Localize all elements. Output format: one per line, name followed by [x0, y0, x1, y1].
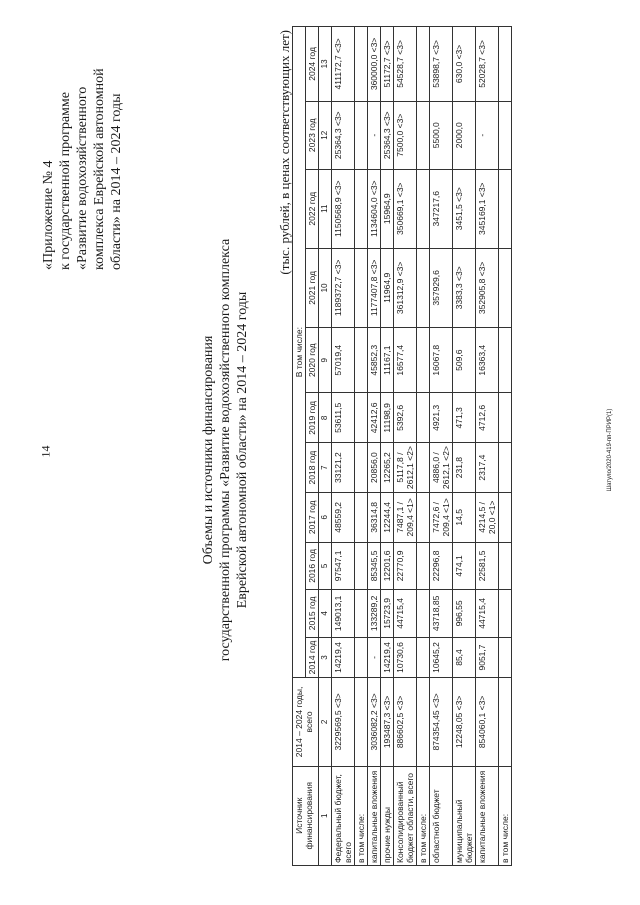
table-cell [417, 393, 430, 443]
table-cell [355, 590, 368, 637]
table-cell [417, 443, 430, 493]
column-number: 12 [319, 101, 332, 169]
table-cell: 874354,45 <3> [430, 678, 453, 766]
table-cell: 352905,8 <3> [476, 248, 499, 327]
header-year: 2021 год [306, 248, 319, 327]
table-cell [499, 637, 512, 678]
row-source-label: областной бюджет [430, 766, 453, 865]
table-cell [355, 248, 368, 327]
appendix-line: к государственной программе [58, 92, 73, 270]
table-row [381, 27, 394, 866]
table-cell [355, 393, 368, 443]
table-cell: 97547,1 [332, 542, 355, 589]
table-cell: 12244,4 [381, 492, 394, 542]
table-cell [499, 327, 512, 393]
table-cell [417, 542, 430, 589]
table-cell [499, 443, 512, 493]
table-cell: 886602,5 <3> [394, 678, 417, 766]
table-cell: 361312,9 <3> [394, 248, 417, 327]
table-cell: 10645,2 [430, 637, 453, 678]
table-cell [417, 101, 430, 169]
table-cell: 630,0 <3> [453, 27, 476, 102]
table-cell: 347217,6 [430, 169, 453, 248]
column-number: 4 [319, 590, 332, 637]
table-cell: 11964,9 [381, 248, 394, 327]
table-cell: 45852,3 [368, 327, 381, 393]
table-cell: 44715,4 [394, 590, 417, 637]
header-total: 2014 – 2024 годы, всего [293, 678, 319, 766]
header-year: 2017 год [306, 492, 319, 542]
table-cell: 51172,7 <3> [381, 27, 394, 102]
header-year: 2022 год [306, 169, 319, 248]
table-cell: - [368, 101, 381, 169]
row-source-label: в том числе: [355, 766, 368, 865]
table-cell [355, 542, 368, 589]
table-cell [417, 248, 430, 327]
table-cell [355, 492, 368, 542]
table-cell: 15964,9 [381, 169, 394, 248]
table-cell: 14219,4 [332, 637, 355, 678]
table-cell [499, 678, 512, 766]
table-row [499, 27, 512, 866]
table-cell: 53611,5 [332, 393, 355, 443]
table-cell: 25364,3 <3> [332, 101, 355, 169]
table-cell: 149013,1 [332, 590, 355, 637]
title-line: государственной программы «Развитие водохозяйственного комплекса [218, 238, 233, 662]
column-number: 13 [319, 27, 332, 102]
table-cell: 43718,85 [430, 590, 453, 637]
table-cell: 5117,8 / 2612,1 <2> [394, 443, 417, 493]
table-cell [417, 27, 430, 102]
table-cell: 16577,4 [394, 327, 417, 393]
table-cell [417, 678, 430, 766]
table-cell: 3229569,5 <3> [332, 678, 355, 766]
table-cell: 5500,0 [430, 101, 453, 169]
table-cell: 5392,6 [394, 393, 417, 443]
table-cell: 3383,3 <3> [453, 248, 476, 327]
table-cell: 15723,9 [381, 590, 394, 637]
column-number: 2 [319, 678, 332, 766]
column-number: 8 [319, 393, 332, 443]
table-cell: - [368, 637, 381, 678]
document-footer-code: Шатуло/2020-419-пп-ПРИР(1) [607, 408, 613, 492]
header-year: 2020 год [306, 327, 319, 393]
financing-table [292, 26, 512, 866]
column-number: 3 [319, 637, 332, 678]
table-cell [355, 678, 368, 766]
row-source-label: в том числе: [499, 766, 512, 865]
table-cell: 133289,2 [368, 590, 381, 637]
table-cell: 3036082,2 <3> [368, 678, 381, 766]
table-cell: 36314,8 [368, 492, 381, 542]
table-cell [499, 101, 512, 169]
appendix-line: «Приложение № 4 [41, 160, 56, 270]
table-cell: 4712,6 [476, 393, 499, 443]
appendix-heading [40, 40, 125, 270]
table-cell: 4886,0 / 2612,1 <2> [430, 443, 453, 493]
table-cell: 231,8 [453, 443, 476, 493]
row-source-label: капитальные вложения [476, 766, 499, 865]
page-number: 14 [38, 445, 53, 458]
title-line: Объемы и источники финансирования [201, 335, 216, 565]
table-cell: 1134604,0 <3> [368, 169, 381, 248]
table-cell: 7472,6 / 209,4 <1> [430, 492, 453, 542]
table-cell: 20856,0 [368, 443, 381, 493]
table-cell: 14,5 [453, 492, 476, 542]
table-row [476, 27, 499, 866]
table-row [355, 27, 368, 866]
table-cell [499, 169, 512, 248]
table-cell: 57019,4 [332, 327, 355, 393]
table-cell [355, 443, 368, 493]
table-cell [355, 169, 368, 248]
table-row [332, 27, 355, 866]
appendix-line: области» на 2014 – 2024 годы [109, 93, 124, 270]
table-cell: 2000,0 [453, 101, 476, 169]
table-cell: 22296,8 [430, 542, 453, 589]
table-cell: 2317,4 [476, 443, 499, 493]
table-cell [417, 327, 430, 393]
table-cell [355, 637, 368, 678]
table-cell: 4214,5 / 20,0 <1> [476, 492, 499, 542]
header-year: 2015 год [306, 590, 319, 637]
table-cell: 16067,8 [430, 327, 453, 393]
table-cell: 12265,2 [381, 443, 394, 493]
table-cell [417, 590, 430, 637]
table-cell: 42412,6 [368, 393, 381, 443]
table-cell: 996,55 [453, 590, 476, 637]
table-cell: 854060,1 <3> [476, 678, 499, 766]
rotated-page-content [30, 30, 620, 870]
header-year: 2024 год [306, 27, 319, 102]
table-cell: 48559,2 [332, 492, 355, 542]
table-cell: 33121,2 [332, 443, 355, 493]
table-cell: 53898,7 <3> [430, 27, 453, 102]
table-cell: 474,1 [453, 542, 476, 589]
table-cell: 509,6 [453, 327, 476, 393]
table-cell: - [476, 101, 499, 169]
table-cell: 12248,05 <3> [453, 678, 476, 766]
table-cell [499, 27, 512, 102]
header-year: 2019 год [306, 393, 319, 443]
header-year: 2014 год [306, 637, 319, 678]
table-cell: 7500,0 <3> [394, 101, 417, 169]
table-cell: 85,4 [453, 637, 476, 678]
table-cell: 1150568,9 <3> [332, 169, 355, 248]
table-cell: 357929,6 [430, 248, 453, 327]
table-cell: 9051,7 [476, 637, 499, 678]
header-source: Источник финансирования [293, 766, 319, 865]
table-cell [417, 637, 430, 678]
appendix-line: «Развитие водохозяйственного [75, 86, 90, 270]
table-cell: 7487,1 / 209,4 <1> [394, 492, 417, 542]
table-cell: 16363,4 [476, 327, 499, 393]
table-cell: 11198,9 [381, 393, 394, 443]
column-number: 7 [319, 443, 332, 493]
table-row [394, 27, 417, 866]
row-source-label: прочие нужды [381, 766, 394, 865]
table-row [368, 27, 381, 866]
column-number: 6 [319, 492, 332, 542]
table-cell [355, 101, 368, 169]
table-cell: 12201,6 [381, 542, 394, 589]
table-cell: 22581,5 [476, 542, 499, 589]
table-cell [499, 492, 512, 542]
row-source-label: в том числе: [417, 766, 430, 865]
table-cell [417, 492, 430, 542]
table-cell: 193487,3 <3> [381, 678, 394, 766]
column-number: 1 [319, 766, 332, 865]
table-cell: 11167,1 [381, 327, 394, 393]
table-cell: 25364,3 <3> [381, 101, 394, 169]
table-cell: 44715,4 [476, 590, 499, 637]
table-cell: 10730,6 [394, 637, 417, 678]
table-cell: 14219,4 [381, 637, 394, 678]
units-note: (тыс. рублей, в ценах соответствующих лет) [277, 30, 292, 275]
table-row [417, 27, 430, 866]
table-cell: 4921,3 [430, 393, 453, 443]
table-cell: 471,3 [453, 393, 476, 443]
table-cell: 345169,1 <3> [476, 169, 499, 248]
header-including: В том числе: [293, 27, 306, 678]
table-cell [499, 590, 512, 637]
table-cell: 360000,0 <3> [368, 27, 381, 102]
row-source-label: капитальные вложения [368, 766, 381, 865]
header-year: 2018 год [306, 443, 319, 493]
header-year: 2016 год [306, 542, 319, 589]
table-cell: 3451,5 <3> [453, 169, 476, 248]
row-source-label: Консолидированный бюджет области, всего [394, 766, 417, 865]
table-cell: 411172,7 <3> [332, 27, 355, 102]
table-cell [355, 27, 368, 102]
table-cell: 350669,1 <3> [394, 169, 417, 248]
table-row [430, 27, 453, 866]
table-cell: 1189372,7 <3> [332, 248, 355, 327]
column-number: 5 [319, 542, 332, 589]
table-cell: 1177407,8 <3> [368, 248, 381, 327]
row-source-label: муниципальный бюджет [453, 766, 476, 865]
table-cell [499, 542, 512, 589]
table-cell [499, 248, 512, 327]
table-row [453, 27, 476, 866]
appendix-line: комплекса Еврейской автономной [92, 68, 107, 270]
column-number: 11 [319, 169, 332, 248]
row-source-label: Федеральный бюджет, всего [332, 766, 355, 865]
table-cell: 85345,5 [368, 542, 381, 589]
document-title [200, 150, 251, 750]
title-line: Еврейской автономной области» на 2014 – 2024 годы [235, 291, 250, 609]
column-number: 9 [319, 327, 332, 393]
table-cell [499, 393, 512, 443]
table-cell [417, 169, 430, 248]
table-cell [355, 327, 368, 393]
column-number: 10 [319, 248, 332, 327]
table-cell: 22770,9 [394, 542, 417, 589]
table-cell: 54528,7 <3> [394, 27, 417, 102]
header-year: 2023 год [306, 101, 319, 169]
table-cell: 52028,7 <3> [476, 27, 499, 102]
